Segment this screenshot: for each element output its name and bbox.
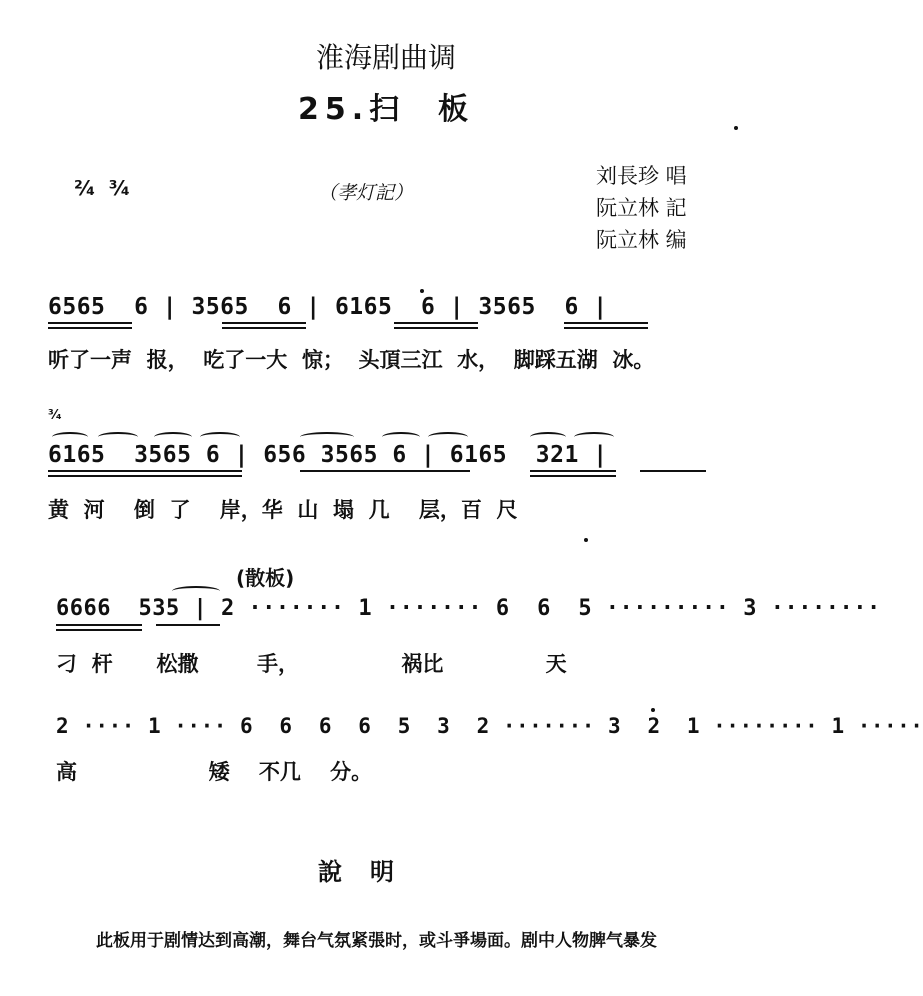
score-line-3-notes: 6666 535 | 2 ······· 1 ······· 6 6 5 ········· 3 ········ [56, 596, 881, 621]
slur [300, 432, 354, 442]
piece-heading: 25.扫 板 [297, 92, 475, 127]
underline [300, 470, 470, 472]
underline [394, 322, 478, 324]
score-line-1-lyrics: 听了一声 报， 吃了一大 惊； 头頂三江 水， 脚踩五湖 冰。 [48, 348, 655, 372]
underline [48, 327, 132, 329]
page-title: 淮海剧曲调 [315, 41, 456, 74]
score-line-3-lyrics: 刁 杆 松撒 手， 祸比 天 [56, 652, 567, 676]
underline [48, 470, 242, 472]
source-title: （孝灯記） [318, 182, 414, 204]
underline [48, 475, 242, 477]
slur [200, 432, 240, 442]
credit-recorder: 阮立林 記 [596, 196, 687, 220]
slur [382, 432, 420, 442]
time-signature: ²⁄₄ ³⁄₄ [74, 176, 130, 200]
underline [530, 470, 616, 472]
underline [530, 475, 616, 477]
score-line-1-notes: 6565 6 | 3565 6 | 6165 6 | 3565 6 | [48, 294, 608, 320]
underline [564, 327, 648, 329]
slur [172, 586, 220, 596]
underline [156, 624, 220, 626]
slur [428, 432, 468, 442]
credit-arranger: 阮立林 编 [596, 228, 687, 252]
high-octave-dot [651, 708, 655, 712]
underline [564, 322, 648, 324]
credit-singer: 刘長珍 唱 [596, 164, 687, 188]
line-2-time-signature: ³⁄₄ [48, 408, 62, 423]
slur [154, 432, 192, 442]
slur [530, 432, 566, 442]
underline [48, 322, 132, 324]
score-line-4-notes: 2 ···· 1 ···· 6 6 6 6 5 3 2 ······· 3 2 1 ········ 1 ····· [56, 714, 923, 738]
underline [222, 327, 306, 329]
score-line-2-lyrics: 黄 河 倒 了 岸，华 山 塌 几 层，百 尺 [48, 498, 518, 522]
underline [56, 629, 142, 631]
underline [394, 327, 478, 329]
slur [98, 432, 138, 442]
slur [574, 432, 614, 442]
high-octave-dot [420, 289, 424, 293]
slur [52, 432, 88, 442]
tempo-marking: (散板) [236, 566, 295, 590]
speck [734, 126, 738, 130]
speck [584, 538, 588, 542]
underline [640, 470, 706, 472]
score-line-2-notes: 6165 3565 6 | 656 3565 6 | 6165 321 | [48, 442, 608, 468]
score-line-4-lyrics: 高 矮 不几 分。 [56, 760, 373, 784]
underline [222, 322, 306, 324]
explanation-title: 說明 [318, 858, 422, 886]
underline [56, 624, 142, 626]
explanation-text: 此板用于剧情达到高潮，舞台气氛紧張时，或斗爭場面。剧中人物脾气暴发 [96, 931, 657, 951]
